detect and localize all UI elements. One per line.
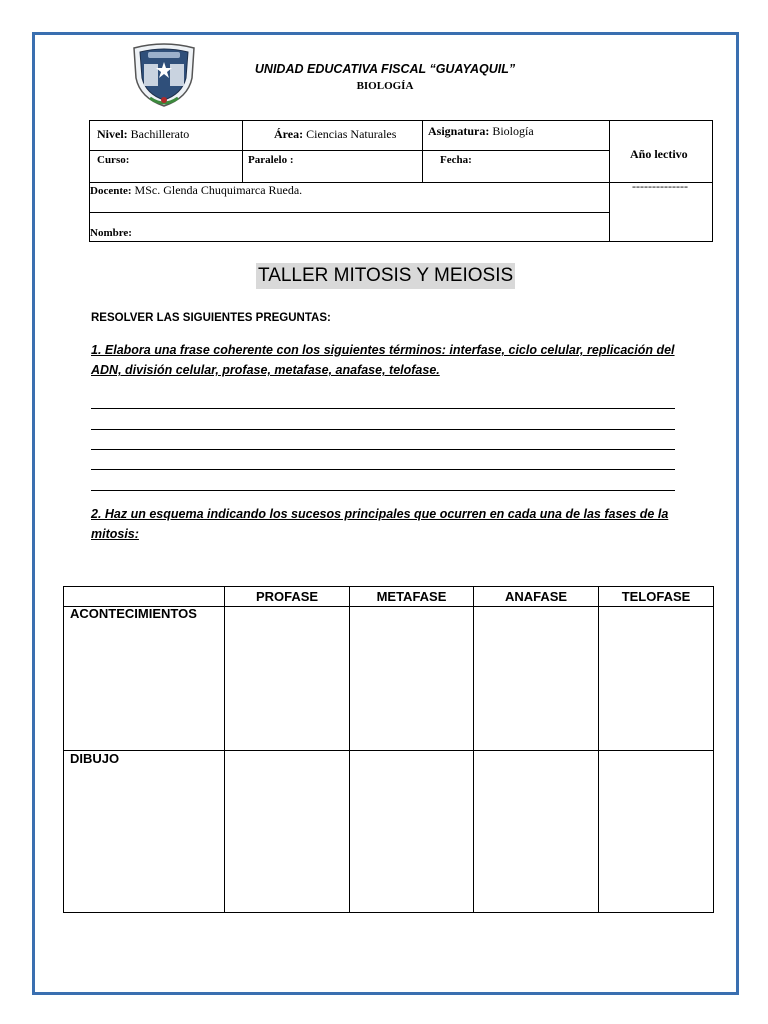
question-2: 2. Haz un esquema indicando los sucesos principales que ocurren en cada una de las fases de la mitosis: [91, 507, 669, 541]
asignatura-cell [428, 124, 534, 139]
answer-line[interactable] [91, 469, 675, 470]
school-name: UNIDAD EDUCATIVA FISCAL “GUAYAQUIL” [254, 62, 516, 76]
workshop-title: TALLER MITOSIS Y MEIOSIS [256, 263, 515, 289]
answer-line[interactable] [91, 408, 675, 409]
nombre-label: Nombre: [90, 227, 132, 239]
subject-title: BIOLOGÍA [356, 80, 414, 92]
answer-line[interactable] [91, 449, 675, 450]
docente-value: MSc. Glenda Chuquimarca Rueda. [134, 183, 303, 197]
header-metafase: METAFASE [376, 589, 447, 604]
grid-line [224, 587, 225, 912]
area-cell [274, 127, 396, 142]
info-table [89, 120, 713, 242]
grid-line [90, 150, 609, 151]
grid-line [349, 587, 350, 912]
grid-line [598, 587, 599, 912]
grid-line [64, 750, 713, 751]
row-acontecimientos: ACONTECIMIENTOS [70, 606, 197, 621]
grid-line [422, 121, 423, 183]
grid-line [242, 121, 243, 183]
grid-line [90, 212, 609, 213]
nivel-value: Bachillerato [130, 127, 190, 141]
answer-line[interactable] [91, 429, 675, 430]
row-dibujo: DIBUJO [70, 751, 120, 766]
area-value: Ciencias Naturales [306, 127, 397, 141]
asignatura-label: Asignatura: [428, 124, 490, 138]
phase-table [63, 586, 714, 913]
nivel-label: Nivel: [97, 127, 128, 141]
area-label: Área: [274, 127, 304, 141]
grid-line [473, 587, 474, 912]
anio-lectivo-value: -------------- [632, 179, 688, 193]
header-anafase: ANAFASE [504, 589, 568, 604]
instruction-text: RESOLVER LAS SIGUIENTES PREGUNTAS: [91, 312, 331, 324]
header-profase: PROFASE [255, 589, 319, 604]
answer-line[interactable] [91, 490, 675, 491]
asignatura-value: Biología [492, 124, 534, 138]
curso-label: Curso: [97, 154, 130, 166]
paralelo-label: Paralelo : [248, 154, 294, 166]
docente-cell [90, 183, 302, 198]
docente-label: Docente: [90, 185, 132, 197]
fecha-label: Fecha: [440, 154, 472, 166]
school-crest-icon [128, 42, 200, 110]
header-telofase: TELOFASE [621, 589, 691, 604]
anio-lectivo-label: Año lectivo [630, 147, 688, 161]
question-1: 1. Elabora una frase coherente con los siguientes términos: interfase, ciclo celular, replicación del ADN, división celular, profase, metafase, anafase, telofase. [91, 343, 675, 377]
nivel-cell [97, 127, 189, 142]
